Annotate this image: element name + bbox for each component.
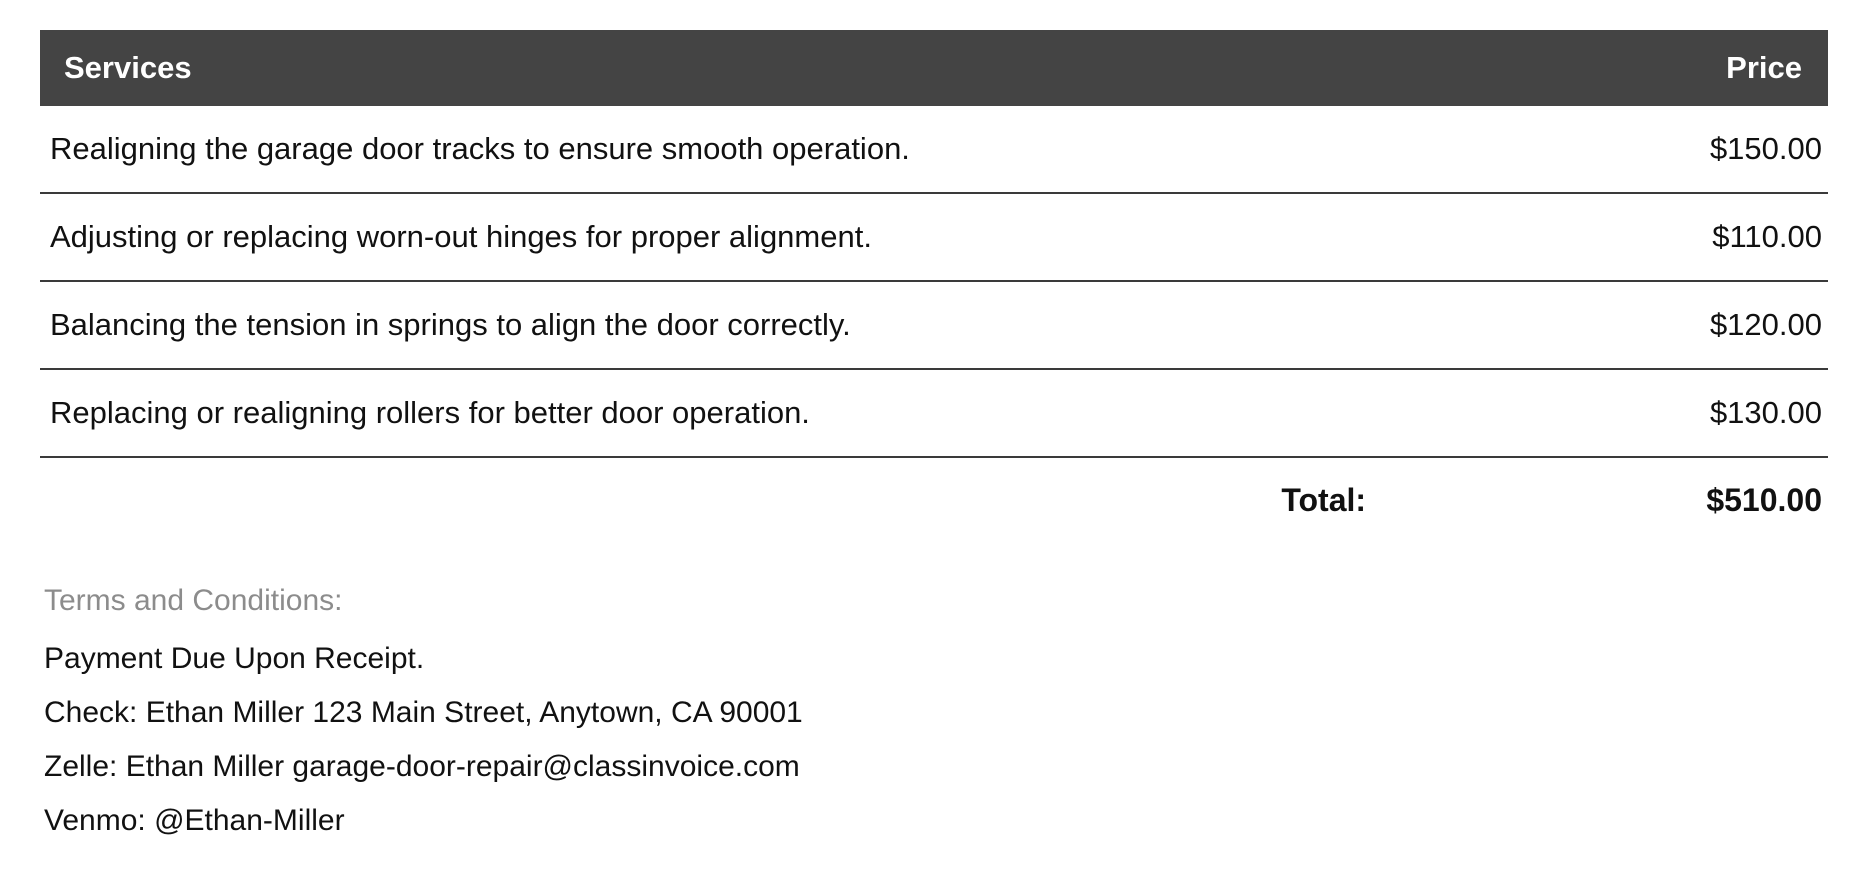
service-price: $150.00 <box>1420 106 1828 193</box>
table-row <box>40 281 1828 369</box>
total-label: Total: <box>1281 481 1367 518</box>
service-price: $110.00 <box>1420 193 1828 281</box>
services-table <box>40 30 1828 542</box>
table-row <box>40 193 1828 281</box>
terms-line: Zelle: Ethan Miller garage-door-repair@classinvoice.com <box>44 750 800 783</box>
terms-and-conditions <box>40 584 1828 848</box>
total-value: $510.00 <box>1706 481 1822 518</box>
terms-line: Payment Due Upon Receipt. <box>44 642 425 675</box>
service-description: Adjusting or replacing worn-out hinges for proper alignment. <box>40 193 1420 281</box>
service-description: Balancing the tension in springs to align the door correctly. <box>40 281 1420 369</box>
service-description: Replacing or realigning rollers for better door operation. <box>40 369 1420 457</box>
service-price: $130.00 <box>1420 369 1828 457</box>
column-header-services: Services <box>40 30 1420 106</box>
services-table-body <box>40 106 1828 542</box>
service-price: $120.00 <box>1420 281 1828 369</box>
table-header-row <box>40 30 1828 106</box>
table-row <box>40 106 1828 193</box>
column-header-price: Price <box>1420 30 1828 106</box>
service-description: Realigning the garage door tracks to ensure smooth operation. <box>40 106 1420 193</box>
terms-line: Venmo: @Ethan-Miller <box>44 804 345 837</box>
terms-line: Check: Ethan Miller 123 Main Street, Anytown, CA 90001 <box>44 696 803 729</box>
table-total-row <box>40 457 1828 542</box>
services-table-head <box>40 30 1828 106</box>
terms-title: Terms and Conditions: <box>44 584 343 617</box>
table-row <box>40 369 1828 457</box>
